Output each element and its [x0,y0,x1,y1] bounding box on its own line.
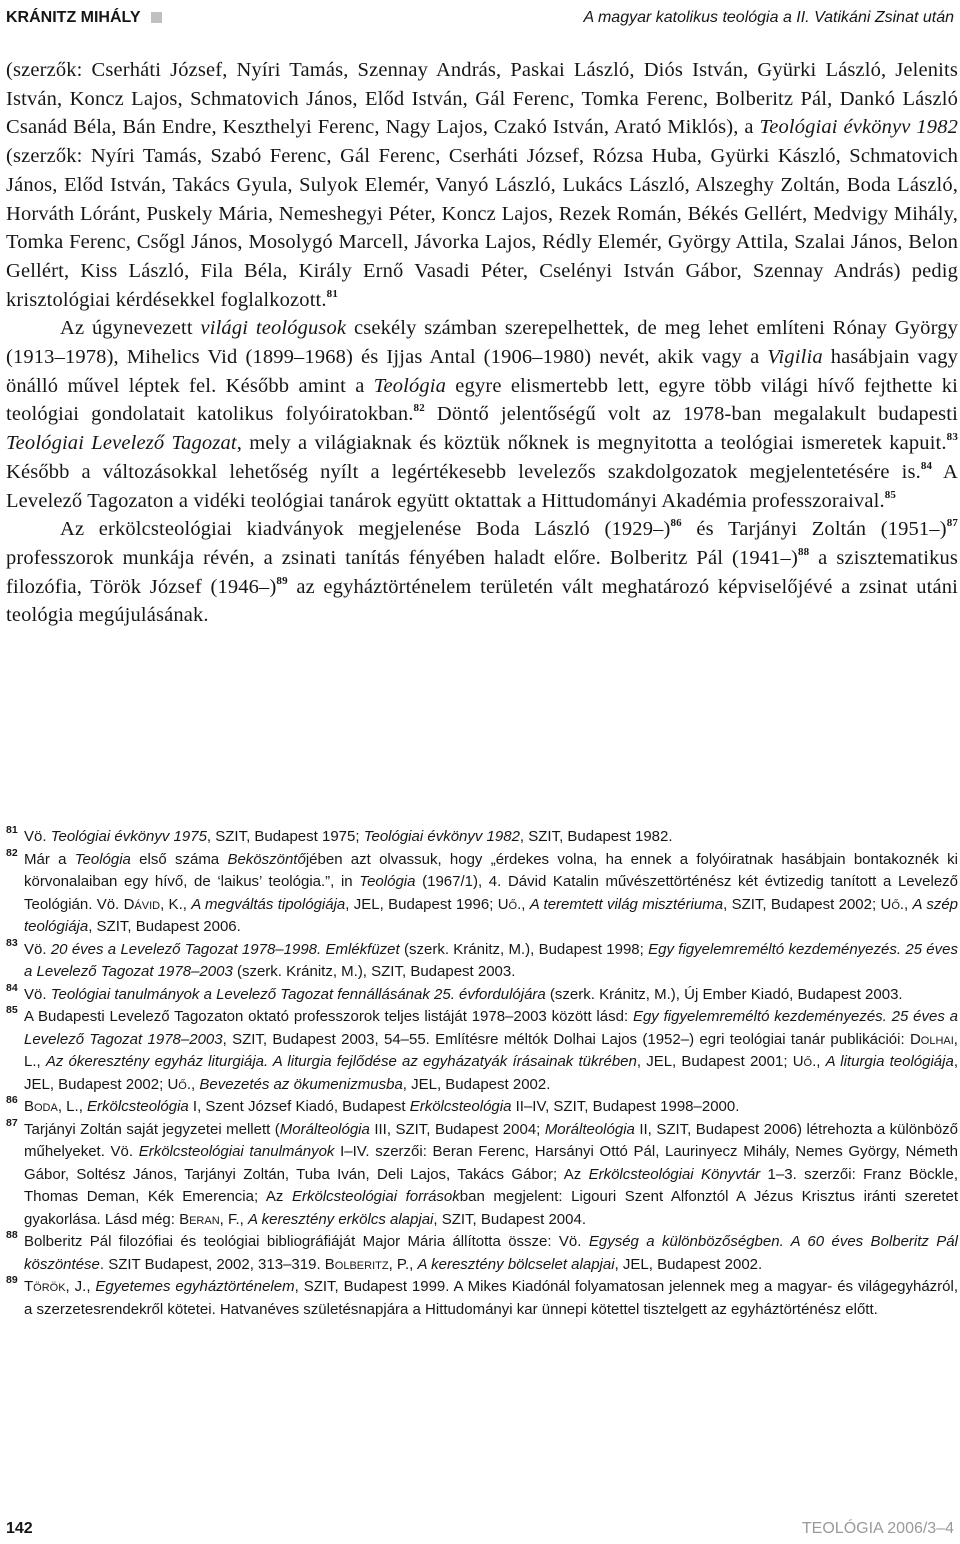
footnote-85: 85 A Budapesti Levelező Tagozaton oktató professzorok teljes listáját 1978–2003 között lásd: Egy figyelemreméltó kezdeményezés. 25 éves a Levelező Tagozat 1978–2003, SZIT, Budapest 2003, 54–55. Említésre méltók Dolhai Lajos (1952–) egri teológiai tanár publikációi: Dolhai, L., Az ókeresztény egyház liturgiája. A liturgia fejlődése az egyházatyák írásainak tükrében, JEL, Budapest 2001; Uő., A liturgia teológiája, JEL, Budapest 2002; Uő., Bevezetés az ökumenizmusba, JEL, Budapest 2002. [6,1006,958,1096]
footnote-ref-84[interactable]: 84 [920,459,933,472]
footnote-ref-85[interactable]: 85 [884,488,897,501]
footnote-81: 81 Vö. Teológiai évkönyv 1975, SZIT, Budapest 1975; Teológiai évkönyv 1982, SZIT, Budapest 1982. [6,826,958,849]
header-square-ornament [151,12,162,23]
footnote-ref-89[interactable]: 89 [276,574,288,587]
footnote-number: 88 [6,1229,18,1241]
header-article-title: A magyar katolikus teológia a II. Vatikáni Zsinat után [583,9,954,26]
footnote-84: 84 Vö. Teológiai tanulmányok a Levelező Tagozat fennállásának 25. évfordulójára (szerk. Kránitz, M.), Új Ember Kiadó, Budapest 2003. [6,984,958,1007]
paragraph-2: Az úgynevezett világi teológusok csekély számban szerepelhettek, de meg lehet említeni Rónay György (1913–1978), Mihelics Vid (1899–1968) és Ijjas Antal (1906–1980) nevét, akik vagy a Vigilia hasábjain vagy önálló művel léptek fel. Később amint a Teológia egyre elismertebb lett, egyre több világi hívő fejthette ki teológiai gondolatait katolikus folyóiratokban.$^{82}$ Döntő jelentőségű volt az 1978-ban megalakult budapesti Teológiai Levelező Tagozat, mely a világiaknak és köztük nőknek is megnyitotta a teológiai ismeretek kapuit.$^{83}$ Később a változásokkal lehetőség nyílt a legértékesebb levelezős szakdolgozatok megjelentetésére is.$^{84}$ A Levelező Tagozaton a vidéki teológiai tanárok együtt oktattak a Hittudományi Akadémia professzoraival.$^{85}$ [6,317,959,512]
footnote-number: 87 [6,1116,18,1129]
footnote-89: 89 Török, J., Egyetemes egyháztörténelem, SZIT, Budapest 1999. A Mikes Kiadónál folyamatosan jelennek meg a magyar- és világegyházról, a szerzetesrendekről kötetei. Hatvanéves születésnapjára a Hittudományi kar ünnepi kötettel tisztelgett az egyháztörténész előtt. [6,1276,958,1321]
footnote-number: 89 [6,1274,18,1286]
header-author: KRÁNITZ MIHÁLY [6,0,162,36]
footnote-ref-82[interactable]: 82 [413,402,425,415]
running-header [0,0,960,36]
footnote-number: 81 [6,824,18,836]
article-body [6,56,958,630]
footnote-83: 83 Vö. 20 éves a Levelező Tagozat 1978–1998. Emlékfüzet (szerk. Kránitz, M.), Budapest 1998; Egy figyelemreméltó kezdeményezés. 25 éves a Levelező Tagozat 1978–2003 (szerk. Kránitz, M.), SZIT, Budapest 2003. [6,939,958,984]
page-number: 142 [6,1520,33,1537]
page-footer [0,1516,960,1542]
footnote-ref-87[interactable]: 87 [946,517,958,530]
footnote-ref-83[interactable]: 83 [946,431,958,444]
footnote-ref-86[interactable]: 86 [670,517,682,530]
footnote-number: 85 [6,1004,18,1016]
footnote-86: 86 Boda, L., Erkölcsteológia I, Szent József Kiadó, Budapest Erkölcsteológia II–IV, SZIT, Budapest 1998–2000. [6,1096,958,1119]
footnote-ref-88[interactable]: 88 [797,545,810,558]
footnote-number: 82 [6,846,18,859]
footnote-number: 86 [6,1094,18,1106]
footnote-88: 88 Bolberitz Pál filozófiai és teológiai bibliográfiáját Major Mária állította össze: Vö. Egység a különbözőségben. A 60 éves Bolberitz Pál köszöntése. SZIT Budapest, 2002, 313–319. Bolberitz, P., A keresztény bölcselet alapjai, JEL, Budapest 2002. [6,1231,958,1276]
footnote-82: 82 Már a Teológia első száma Beköszöntőjében azt olvassuk, hogy „érdekes volna, ha ennek a folyóiratnak hasábjain bontakoznék ki körvonalaiban egy hívő, de ‘laikus’ teológia.”, in Teológia (1967/1), 4. Dávid Katalin művészettörténész két évtizedig tanított a Levelező Teológián. Vö. Dávid, K., A megváltás tipológiája, JEL, Budapest 1996; Uő., A teremtett világ misztériuma, SZIT, Budapest 2002; Uő., A szép teológiája, SZIT, Budapest 2006. [6,849,958,939]
footnotes-section [6,826,958,1321]
footnote-number: 84 [6,981,18,994]
paragraph-1: (szerzők: Cserháti József, Nyíri Tamás, Szennay András, Paskai László, Diós István, Gyürki László, Jelenits István, Koncz Lajos, Schmatovich János, Előd István, Gál Ferenc, Tomka Ferenc, Bolberitz Pál, Dankó László Csanád Béla, Bán Endre, Keszthelyi Ferenc, Nagy Lajos, Czakó István, Arató Miklós), a Teológiai évkönyv 1982 (szerzők: Nyíri Tamás, Szabó Ferenc, Gál Ferenc, Cserháti József, Rózsa Huba, Gyürki Kászló, Schmatovich János, Előd István, Takács Gyula, Sulyok Elemér, Vanyó László, Lukács László, Alszeghy Zoltán, Boda László, Horváth Lóránt, Puskely Mária, Nemeshegyi Péter, Koncz Lajos, Rezek Román, Békés Gellért, Medvigy Mihály, Tomka Ferenc, Csőgl János, Mosolygó Marcell, Jávorka Lajos, Rédly Elemér, György Attila, Szalai János, Belon Gellért, Kiss László, Fila Béla, Király Ernő Vasadi Péter, Cselényi István Gábor, Szennay András) pedig krisztológiai kérdésekkel foglalkozott.$^{81}$ [6,59,959,311]
footnote-ref-81[interactable]: 81 [326,287,338,300]
footnote-87: 87 Tarjányi Zoltán saját jegyzetei mellett (Morálteológia III, SZIT, Budapest 2004; Morálteológia II, SZIT, Budapest 2006) létrehozta a különböző műhelyeket. Vö. Erkölcsteológiai tanulmányok I–IV. szerzői: Beran Ferenc, Harsányi Ottó Pál, Laurinyecz Mihály, Nemes György, Németh Gábor, Soltész János, Tarjányi Zoltán, Tuba Iván, Deli Lajos, Takács Gábor; Az Erkölcsteológiai Könyvtár 1–3. szerzői: Franz Böckle, Thomas Deman, Kék Emerencia; Az Erkölcsteológiai forrásokban megjelent: Ligouri Szent Alfonztól A Jézus Krisztus iránti szeretet gyakorlása. Lásd még: Beran, F., A keresztény erkölcs alapjai, SZIT, Budapest 2004. [6,1119,958,1232]
footnote-number: 83 [6,936,18,949]
paragraph-3: Az erkölcsteológiai kiadványok megjelenése Boda László (1929–)$^{86}$ és Tarjányi Zoltán (1951–)$^{87}$ professzorok munkája révén, a zsinati tanítás fényében haladt előre. Bolberitz Pál (1941–)$^{88}$ a szisztematikus filozófia, Török József (1946–)$^{89}$ az egyháztörténelem területén vált meghatározó képviselőjévé a zsinat utáni teológia megújulásának. [6,517,958,627]
journal-issue: TEOLÓGIA 2006/3–4 [801,1520,954,1537]
